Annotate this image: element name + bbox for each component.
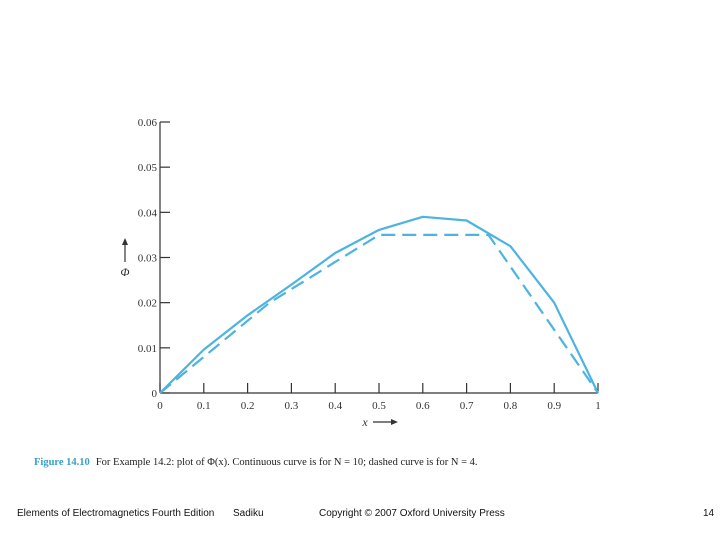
caption-text: For Example 14.2: plot of Φ(x). Continuous curve is for N = 10; dashed curve is for N = 4.: [95, 457, 478, 468]
x-tick-label: 0.5: [372, 400, 386, 412]
y-axis-title: [120, 238, 129, 279]
x-tick-label: 0.3: [284, 400, 299, 412]
x-tick-label: 0.2: [240, 400, 255, 412]
series-line-n4-dashed: [160, 235, 598, 393]
y-tick-label: 0: [151, 388, 157, 400]
x-axis: [157, 383, 601, 412]
footer-copyright: Copyright © 2007 Oxford University Press: [319, 508, 505, 519]
y-tick-label: 0.05: [137, 162, 157, 175]
x-tick-label: 0: [157, 400, 163, 412]
series-layer: [160, 217, 598, 393]
footer-book-title: Elements of Electromagnetics Fourth Edition: [17, 508, 215, 519]
x-tick-label: 1: [595, 400, 601, 412]
x-axis-label: x: [362, 415, 368, 429]
y-tick-label: 0.03: [137, 252, 157, 265]
y-tick-label: 0.06: [137, 117, 157, 129]
x-axis-title: [361, 415, 398, 429]
x-tick-label: 0.8: [503, 400, 518, 412]
x-tick-label: 0.6: [415, 400, 430, 412]
y-tick-label: 0.02: [137, 297, 157, 310]
y-tick-label: 0.04: [137, 207, 157, 220]
footer-page-number: 14: [703, 508, 715, 519]
footer-author: Sadiku: [233, 508, 264, 519]
x-tick-label: 0.9: [547, 400, 562, 412]
figure-label: Figure 14.10: [34, 457, 90, 468]
y-axis: [138, 117, 170, 400]
x-tick-label: 0.4: [328, 400, 343, 412]
y-axis-label: Φ: [120, 265, 130, 279]
series-line-n10-continuous: [160, 217, 598, 393]
figure-caption: [34, 457, 478, 468]
y-tick-label: 0.01: [137, 342, 157, 355]
x-tick-label: 0.7: [459, 400, 474, 412]
x-tick-label: 0.1: [196, 400, 211, 412]
